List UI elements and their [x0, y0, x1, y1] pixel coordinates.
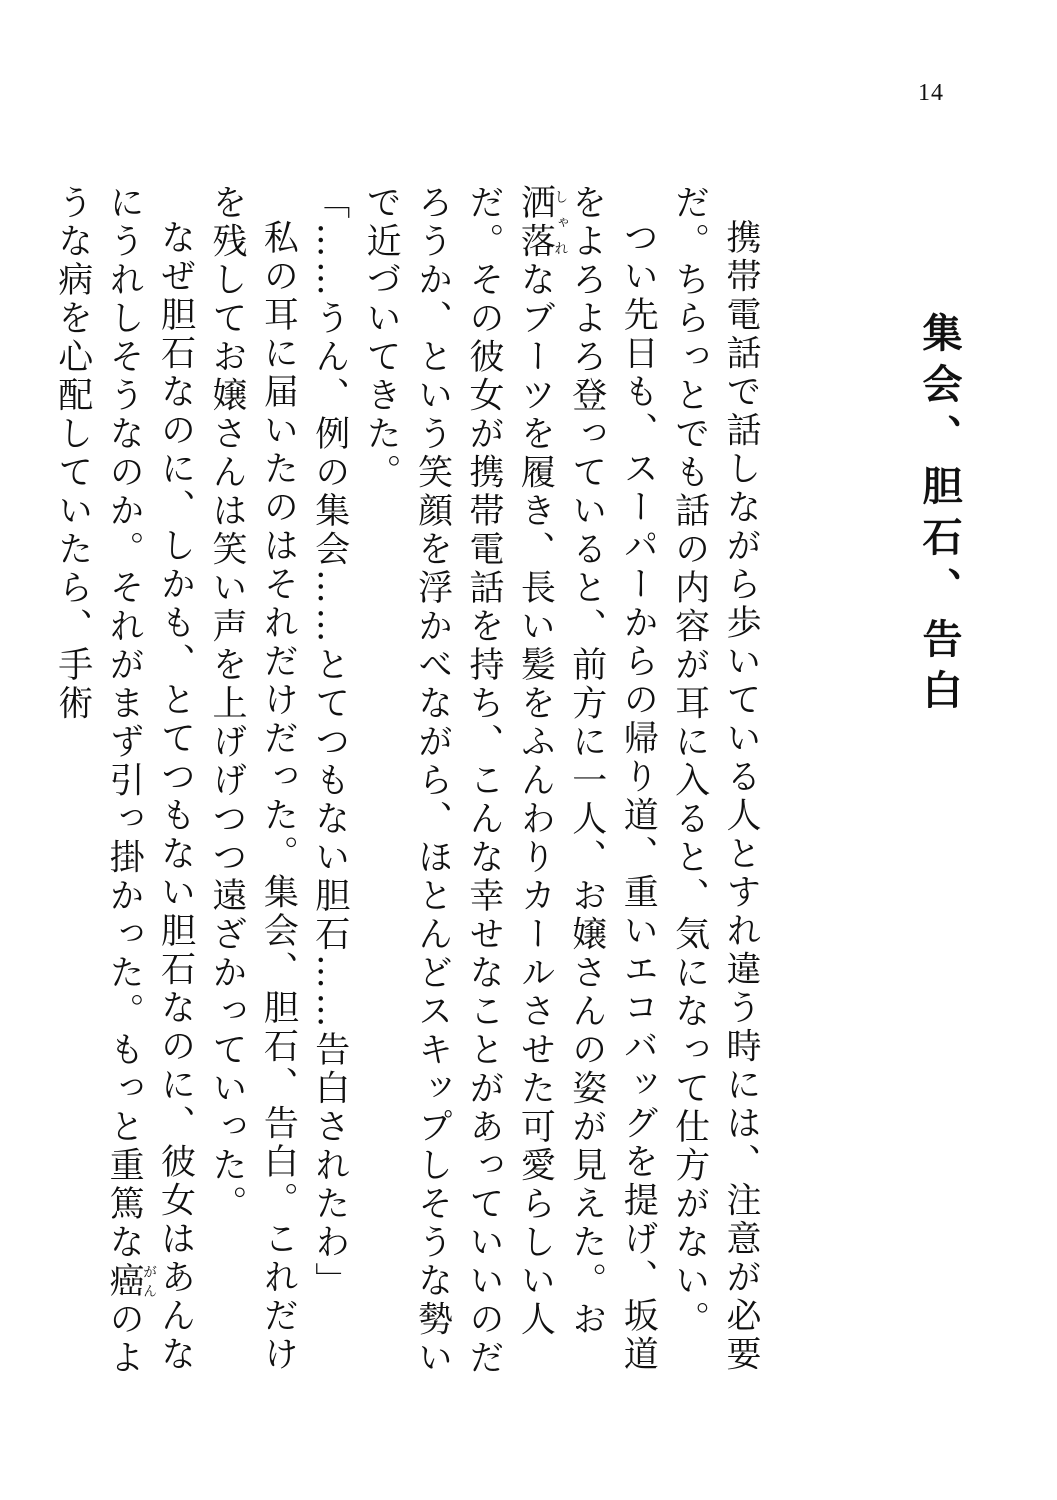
paragraph-5-text-before: なぜ胆石なのに、しかも、とてつもない胆石なのに、彼女はあんなにうれしそうなのか。それがまず引っ掛かった。もっと重篤な — [104, 184, 196, 1374]
paragraph-1: 携帯電話で話しながら歩いている人とすれ違う時には、注意が必要だ。ちらっとでも話の内容が耳に入ると、気になって仕方がない。 — [669, 184, 761, 1374]
paragraph-5-text-after: のような病を心配していたら、手術 — [52, 184, 145, 1378]
paragraph-5 — [46, 184, 200, 1384]
paragraph-2-text-before: つい先日も、スーパーからの帰り道、重いエコバッグを提げ、坂道をよろよろ登っていると、前方に一人、お嬢さんの姿が見えた。お — [566, 184, 659, 1374]
body-text — [52, 184, 766, 1384]
chapter-title: 集会、胆石、告白 — [916, 312, 962, 720]
ruby-gan-base: 癌 — [104, 1262, 145, 1301]
paragraph-2-text-after: なブーツを履き、長い髪をふんわりカールさせた可愛らしい人だ。その彼女が携帯電話を持ち、こんな幸せなことがあっていいのだろうか、という笑顔を浮かべながら、ほとんどスキップしそうな勢いで近づいてきた。 — [361, 184, 556, 1378]
ruby-oshare — [515, 184, 569, 261]
page-number: 14 — [918, 80, 944, 106]
ruby-gan-reading: がん — [141, 1262, 158, 1301]
paragraph-2 — [355, 184, 663, 1384]
paragraph-4: 私の耳に届いたのはそれだけだった。集会、胆石、告白。これだけを残してお嬢さんは笑い声を上げげつつ遠ざかっていった。 — [206, 184, 299, 1374]
ruby-gan — [104, 1262, 158, 1301]
ruby-oshare-reading: しゃれ — [552, 184, 569, 261]
ruby-oshare-base: 洒落 — [515, 184, 556, 261]
dialogue-quote: 「……うん、例の集会……とてつもない胆石……告白されたわ」 — [309, 184, 350, 1301]
